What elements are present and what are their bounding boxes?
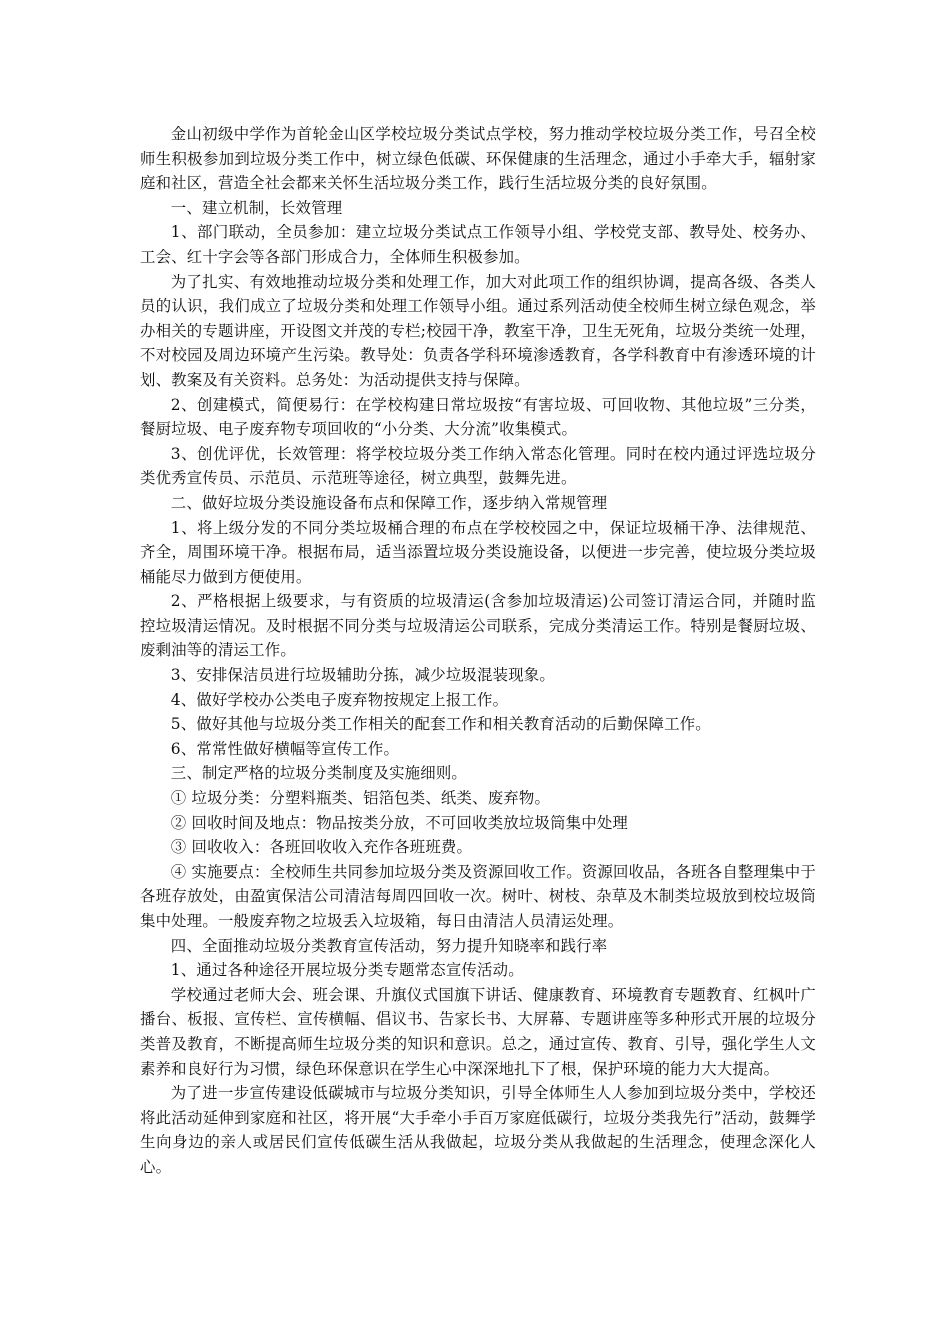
list-item: ④ 实施要点：全校师生共同参加垃圾分类及资源回收工作。资源回收品，各班各自整理集中于各班存放处，由盈寅保洁公司清洁每周四回收一次。树叶、树枝、杂草及木制类垃圾放到校垃圾筒集中处理。一般废弃物之垃圾丢入垃圾箱，每日由清洁人员清运处理。 [140,862,816,930]
section-heading-1: 一、建立机制，长效管理 [170,198,343,217]
paragraph: 4、做好学校办公类电子废弃物按规定上报工作。 [170,690,509,709]
paragraph: 2、严格根据上级要求，与有资质的垃圾清运(含参加垃圾清运)公司签订清运合同，并随时监控垃圾清运情况。及时根据不同分类与垃圾清运公司联系，完成分类清运工作。特别是餐厨垃圾、废剩油等的清运工作。 [140,592,816,660]
paragraph: 1、部门联动，全员参加：建立垃圾分类试点工作领导小组、学校党支部、教导处、校务办、工会、红十字会等各部门形成合力，全体师生积极参加。 [140,223,816,266]
list-item: ③ 回收收入：各班回收收入充作各班班费。 [170,838,473,857]
paragraph: 3、创优评优，长效管理：将学校垃圾分类工作纳入常态化管理。同时在校内通过评选垃圾分类优秀宣传员、示范员、示范班等途径，树立典型，鼓舞先进。 [140,444,816,488]
paragraph: 1、将上级分发的不同分类垃圾桶合理的布点在学校校园之中，保证垃圾桶干净、法律规范、齐全，周围环境干净。根据布局，适当添置垃圾分类设施设备，以便进一步完善，使垃圾分类垃圾桶能尽力做到方便使用。 [140,518,816,586]
intro-paragraph: 金山初级中学作为首轮金山区学校垃圾分类试点学校，努力推动学校垃圾分类工作，号召全校师生积极参加到垃圾分类工作中，树立绿色低碳、环保健康的生活理念，通过小手牵大手，辐射家庭和社区，营造全社会都来关怀生活垃圾分类工作，践行生活垃圾分类的良好氛围。 [140,125,816,193]
section-heading-3: 三、制定严格的垃圾分类制度及实施细则。 [170,764,468,783]
section-heading-4: 四、全面推动垃圾分类教育宣传活动，努力提升知晓率和践行率 [170,936,608,955]
paragraph: 为了扎实、有效地推动垃圾分类和处理工作，加大对此项工作的组织协调，提高各级、各类人员的认识，我们成立了垃圾分类和处理工作领导小组。通过系列活动使全校师生树立绿色观念，举办相关的专题讲座，开设图文并茂的专栏;校园干净，教室干净，卫生无死角，垃圾分类统一处理，不对校园及周边环境产生污染。教导处：负责各学科环境渗透教育，各学科教育中有渗透环境的计划、教案及有关资料。总务处：为活动提供支持与保障。 [140,272,816,389]
paragraph: 6、常常性做好横幅等宣传工作。 [170,739,400,758]
paragraph: 2、创建模式，简便易行：在学校构建日常垃圾按“有害垃圾、可回收物、其他垃圾”三分类，餐厨垃圾、电子废弃物专项回收的“小分类、大分流”收集模式。 [140,395,816,439]
list-item: ① 垃圾分类：分塑料瓶类、铝箔包类、纸类、废弃物。 [170,789,551,808]
paragraph: 学校通过老师大会、班会课、升旗仪式国旗下讲话、健康教育、环境教育专题教育、红枫叶广播台、板报、宣传栏、宣传横幅、倡议书、告家长书、大屏幕、专题讲座等多种形式开展的垃圾分类普及教育，不断提高师生垃圾分类的知识和意识。总之，通过宣传、教育、引导，强化学生人文素养和良好行为习惯，绿色环保意识在学生心中深深地扎下了根，保护环境的能力大大提高。 [140,985,816,1078]
section-heading-2: 二、做好垃圾分类设施设备布点和保障工作，逐步纳入常规管理 [170,493,608,512]
paragraph: 为了进一步宣传建设低碳城市与垃圾分类知识，引导全体师生人人参加到垃圾分类中，学校还将此活动延伸到家庭和社区，将开展“大手牵小手百万家庭低碳行，垃圾分类我先行”活动，鼓舞学生向身边的亲人或居民们宣传低碳生活从我做起，垃圾分类从我做起的生活理念，使理念深化人心。 [140,1084,816,1176]
document-body [140,122,816,1180]
paragraph: 3、安排保洁员进行垃圾辅助分拣，减少垃圾混装现象。 [170,666,555,685]
list-item: ② 回收时间及地点：物品按类分放，不可回收类放垃圾筒集中处理 [170,813,629,832]
paragraph: 1、通过各种途径开展垃圾分类专题常态宣传活动。 [170,961,524,980]
paragraph: 5、做好其他与垃圾分类工作相关的配套工作和相关教育活动的后勤保障工作。 [170,715,711,734]
